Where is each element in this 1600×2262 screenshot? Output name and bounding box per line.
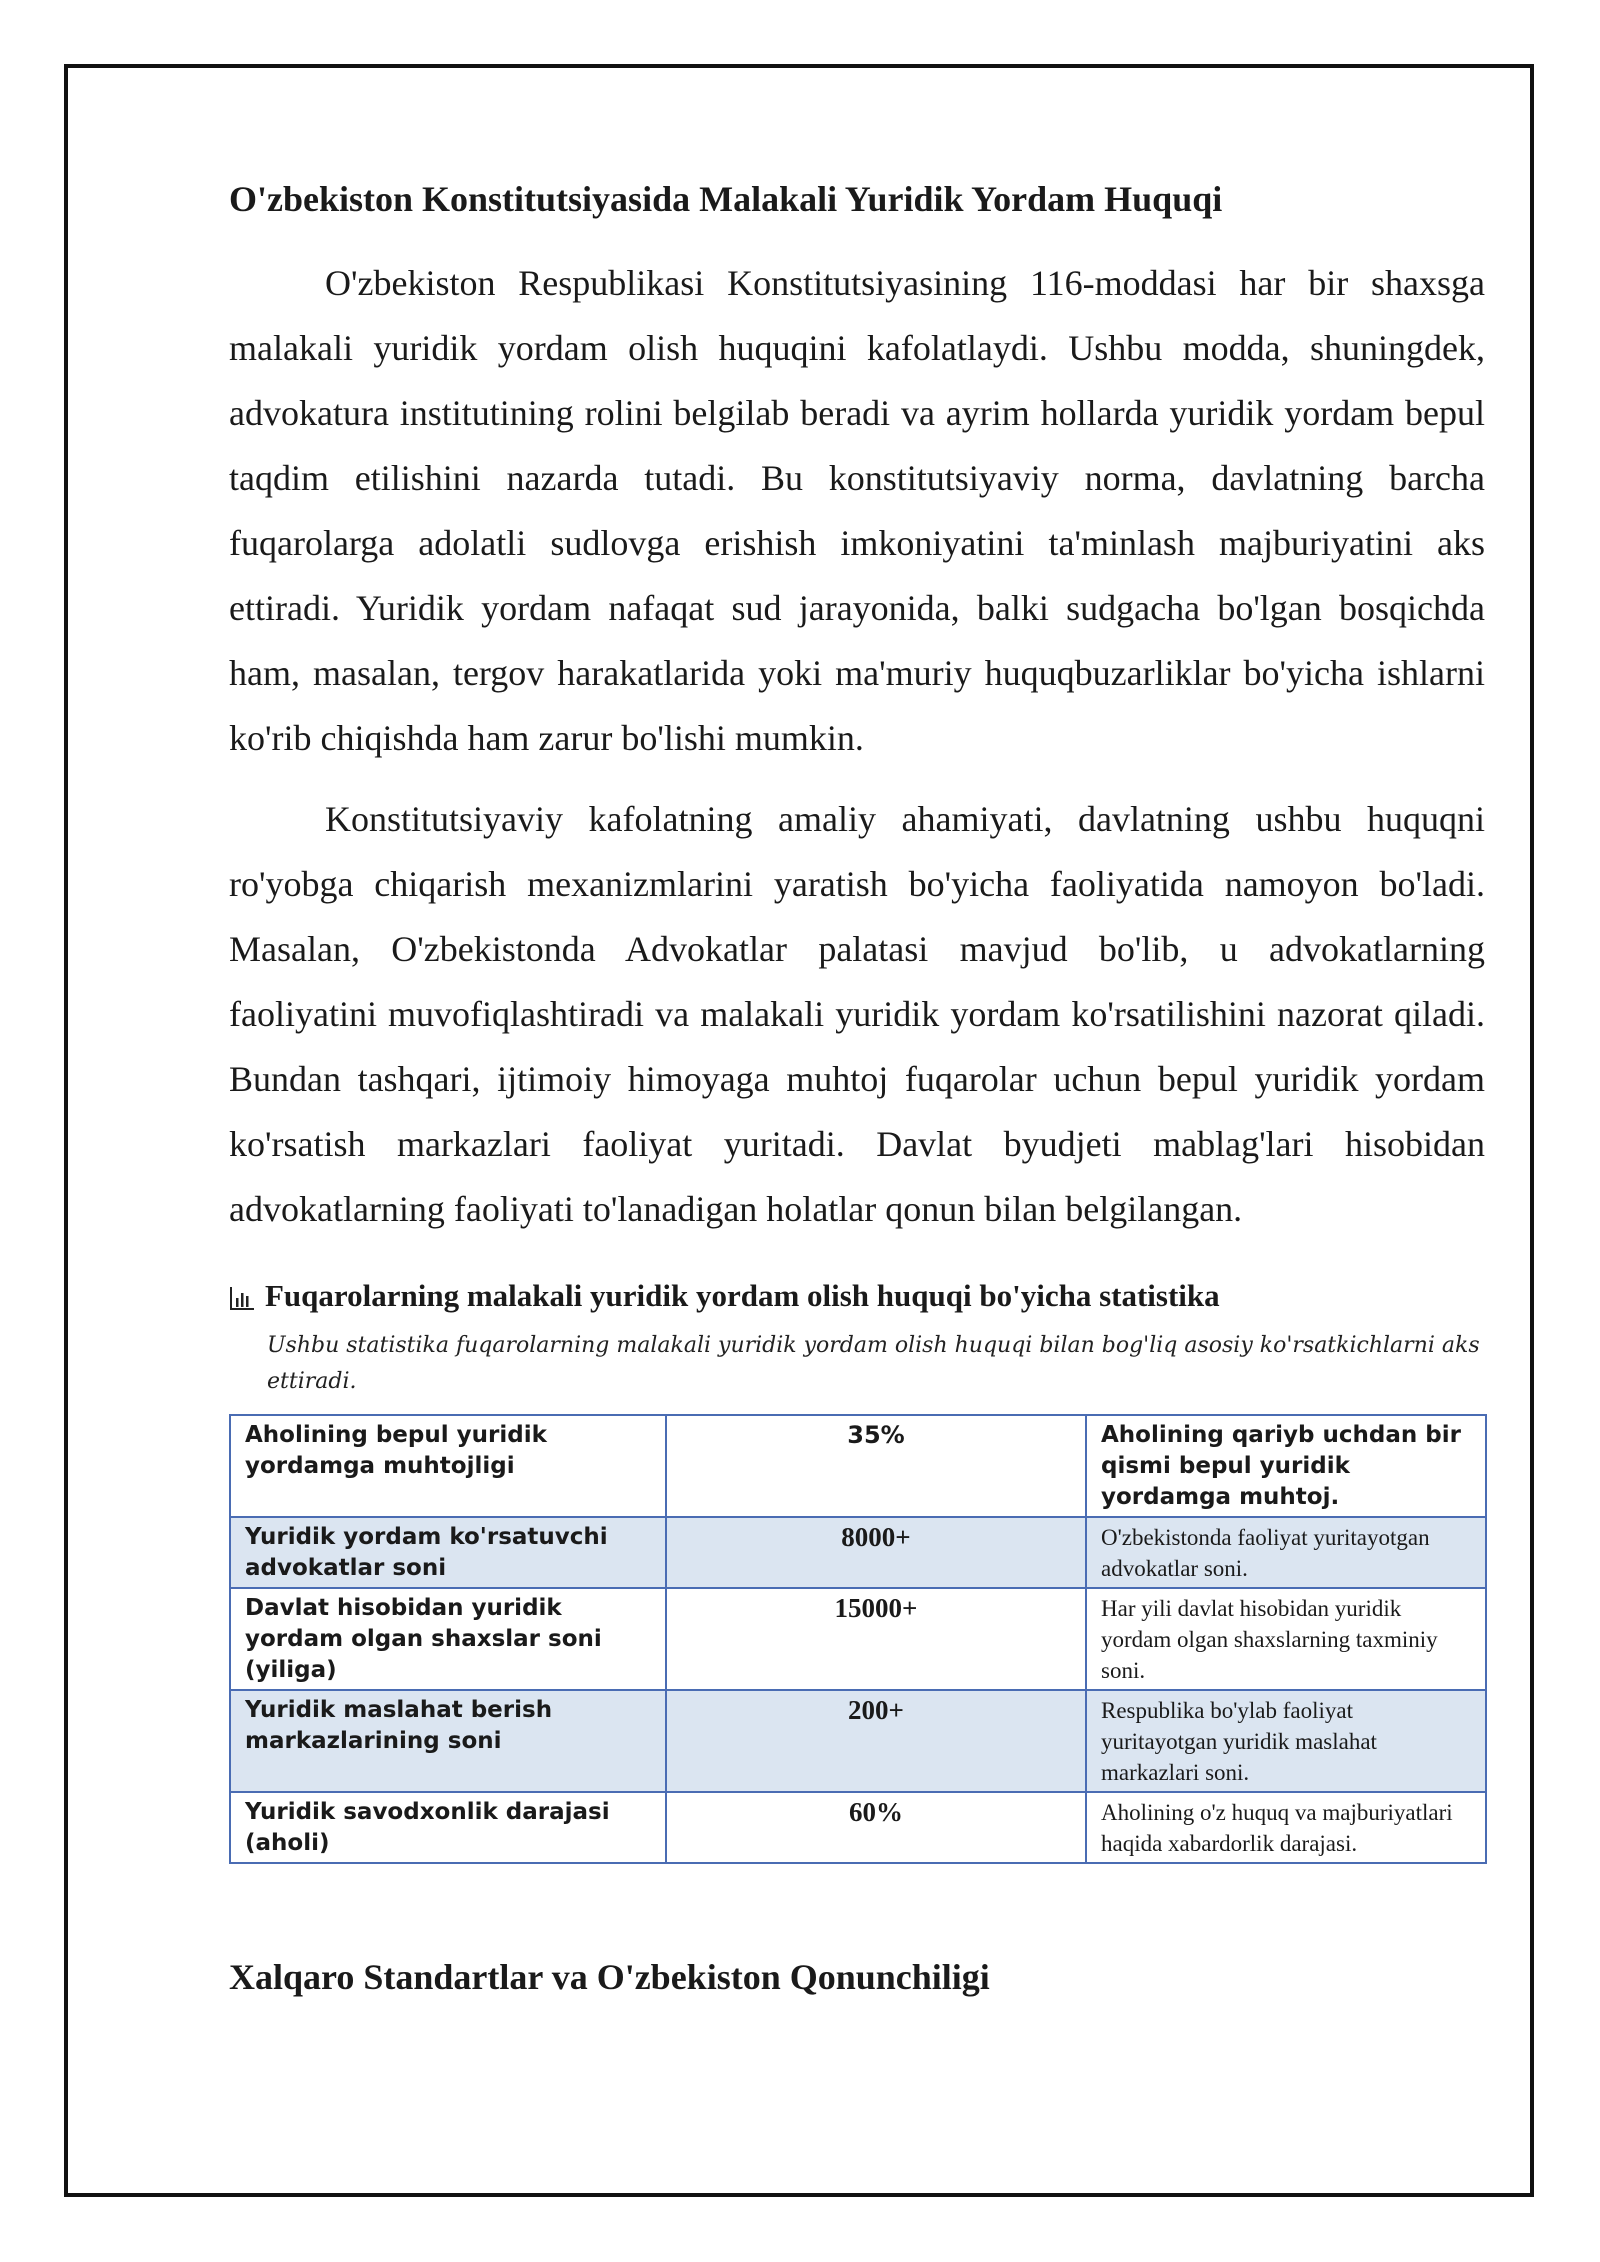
statistics-heading — [229, 1278, 1485, 1314]
indicator-name: Aholining bepul yuridik yordamga muhtojligi — [230, 1415, 666, 1517]
indicator-name: Yuridik yordam ko'rsatuvchi advokatlar soni — [230, 1517, 666, 1588]
indicator-value: 8000+ — [666, 1517, 1086, 1588]
table-row — [230, 1588, 1486, 1690]
section-title: O'zbekiston Konstitutsiyasida Malakali Yuridik Yordam Huquqi — [229, 179, 1223, 219]
indicator-description: Aholining qariyb uchdan bir qismi bepul yuridik yordamga muhtoj. — [1086, 1415, 1486, 1517]
indicator-description: Har yili davlat hisobidan yuridik yordam olgan shaxslarning taxminiy soni. — [1086, 1588, 1486, 1690]
indicator-value: 15000+ — [666, 1588, 1086, 1690]
indicator-description: O'zbekistonda faoliyat yuritayotgan advokatlar soni. — [1086, 1517, 1486, 1588]
statistics-table — [229, 1414, 1487, 1864]
indicator-value: 35% — [666, 1415, 1086, 1517]
indicator-value: 200+ — [666, 1690, 1086, 1792]
statistics-block — [229, 1278, 1485, 1864]
bar-chart-icon — [229, 1283, 255, 1309]
indicator-description: Respublika bo'ylab faoliyat yuritayotgan yuridik maslahat markazlari soni. — [1086, 1690, 1486, 1792]
next-section-title: Xalqaro Standartlar va O'zbekiston Qonunchiligi — [229, 1957, 990, 1998]
indicator-name: Yuridik savodxonlik darajasi (aholi) — [230, 1792, 666, 1863]
table-row — [230, 1792, 1486, 1863]
statistics-description: Ushbu statistika fuqarolarning malakali yuridik yordam olish huquqi bilan bog'liq asosiy ko'rsatkichlarni aks ettiradi. — [267, 1333, 1480, 1395]
paragraph: Konstitutsiyaviy kafolatning amaliy ahamiyati, davlatning ushbu huquqni ro'yobga chiqarish mexanizmlarini yaratish bo'yicha faoliyatida namoyon bo'ladi. Masalan, O'zbekistonda Advokatlar palatasi mavjud bo'lib, u advokatlarning faoliyatini muvofiqlashtiradi va malakali yuridik yordam ko'rsatilishini nazorat qiladi. Bundan tashqari, ijtimoiy himoyaga muhtoj fuqarolar uchun bepul yuridik yordam ko'rsatish markazlari faoliyat yuritadi. Davlat byudjeti mablag'lari hisobidan advokatlarning faoliyati to'lanadigan holatlar qonun bilan belgilangan. — [229, 799, 1485, 1230]
document-content — [229, 160, 1485, 1998]
indicator-name: Davlat hisobidan yuridik yordam olgan shaxslar soni (yiliga) — [230, 1588, 666, 1690]
indicator-description: Aholining o'z huquq va majburiyatlari haqida xabardorlik darajasi. — [1086, 1792, 1486, 1863]
table-row — [230, 1415, 1486, 1517]
table-row — [230, 1690, 1486, 1792]
table-row — [230, 1517, 1486, 1588]
statistics-title: Fuqarolarning malakali yuridik yordam olish huquqi bo'yicha statistika — [265, 1278, 1220, 1314]
indicator-name: Yuridik maslahat berish markazlarining soni — [230, 1690, 666, 1792]
paragraph: O'zbekiston Respublikasi Konstitutsiyasining 116-moddasi har bir shaxsga malakali yuridik yordam olish huquqini kafolatlaydi. Ushbu modda, shuningdek, advokatura institutining rolini belgilab beradi va ayrim hollarda yuridik yordam bepul taqdim etilishini nazarda tutadi. Bu konstitutsiyaviy norma, davlatning barcha fuqarolarga adolatli sudlovga erishish imkoniyatini ta'minlash majburiyatini aks ettiradi. Yuridik yordam nafaqat sud jarayonida, balki sudgacha bo'lgan bosqichda ham, masalan, tergov harakatlarida yoki ma'muriy huquqbuzarliklar bo'yicha ishlarni ko'rib chiqishda ham zarur bo'lishi mumkin. — [229, 263, 1485, 759]
indicator-value: 60% — [666, 1792, 1086, 1863]
